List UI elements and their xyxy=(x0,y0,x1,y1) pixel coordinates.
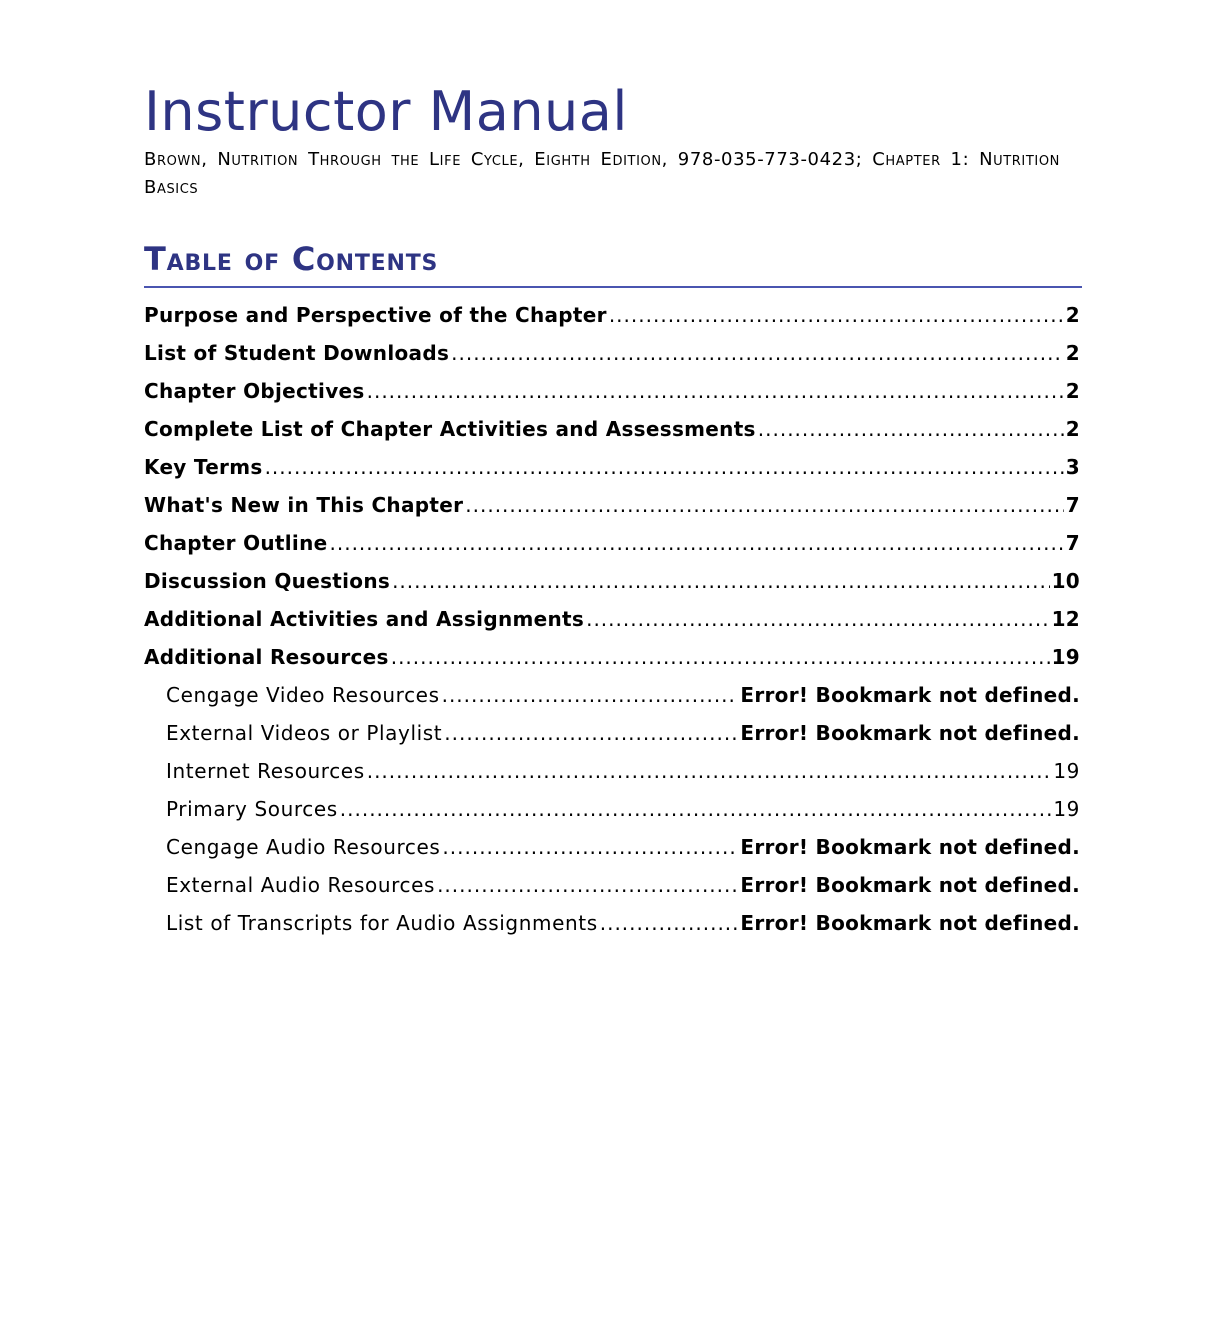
toc-entry-label: Key Terms xyxy=(144,455,263,479)
toc-dot-leader xyxy=(391,638,1050,676)
toc-entry-label: External Audio Resources xyxy=(166,873,436,897)
toc-entry-additional-activities[interactable] xyxy=(144,600,1080,638)
toc-entry-label: Chapter Outline xyxy=(144,531,328,555)
toc-entry-page: 7 xyxy=(1065,531,1080,555)
toc-entry-key-terms[interactable] xyxy=(144,448,1080,486)
toc-entry-page: 2 xyxy=(1065,303,1080,327)
toc-entry-label: List of Student Downloads xyxy=(144,341,450,365)
toc-dot-leader xyxy=(465,486,1064,524)
toc-entry-cengage-audio-resources[interactable] xyxy=(144,828,1080,866)
toc-entry-label: External Videos or Playlist xyxy=(166,721,443,745)
toc-entry-activities-and-assessments[interactable] xyxy=(144,410,1080,448)
toc-entry-page: 12 xyxy=(1051,607,1080,631)
toc-entry-audio-transcripts[interactable] xyxy=(144,904,1080,942)
toc-entry-label: Additional Activities and Assignments xyxy=(144,607,585,631)
toc-entry-chapter-objectives[interactable] xyxy=(144,372,1080,410)
toc-entry-label: Discussion Questions xyxy=(144,569,391,593)
toc-entry-primary-sources[interactable] xyxy=(144,790,1080,828)
toc-entry-page: Error! Bookmark not defined. xyxy=(740,835,1080,859)
toc-entry-page: 3 xyxy=(1065,455,1080,479)
toc-entry-label: Chapter Objectives xyxy=(144,379,365,403)
toc-entry-page: 7 xyxy=(1065,493,1080,517)
document-subtitle: Brown, Nutrition Through the Life Cycle, Eighth Edition, 978-035-773-0423; Chapter 1: Nutrition Basics xyxy=(144,149,1060,198)
toc-entry-page: 2 xyxy=(1065,341,1080,365)
toc-entry-label: Additional Resources xyxy=(144,645,389,669)
toc-entry-whats-new[interactable] xyxy=(144,486,1080,524)
toc-entry-purpose-and-perspective[interactable] xyxy=(144,296,1080,334)
toc-entry-page: 10 xyxy=(1051,569,1080,593)
toc-entry-internet-resources[interactable] xyxy=(144,752,1080,790)
toc-entry-page: 19 xyxy=(1053,759,1080,783)
toc-list xyxy=(144,296,1080,942)
toc-dot-leader xyxy=(600,904,739,942)
toc-entry-cengage-video-resources[interactable] xyxy=(144,676,1080,714)
toc-entry-chapter-outline[interactable] xyxy=(144,524,1080,562)
toc-entry-external-audio-resources[interactable] xyxy=(144,866,1080,904)
toc-entry-page: Error! Bookmark not defined. xyxy=(740,911,1080,935)
toc-entry-label: Primary Sources xyxy=(166,797,338,821)
toc-entry-label: Cengage Audio Resources xyxy=(166,835,441,859)
toc-heading: Table of Contents xyxy=(144,238,1082,288)
toc-dot-leader xyxy=(609,296,1064,334)
toc-entry-additional-resources[interactable] xyxy=(144,638,1080,676)
toc-entry-label: Complete List of Chapter Activities and Assessments xyxy=(144,417,756,441)
toc-entry-label: Internet Resources xyxy=(166,759,365,783)
toc-entry-page: 19 xyxy=(1051,645,1080,669)
toc-dot-leader xyxy=(451,334,1064,372)
toc-entry-page: 19 xyxy=(1053,797,1080,821)
toc-entry-page: 2 xyxy=(1065,379,1080,403)
document-title: Instructor Manual xyxy=(144,80,628,143)
toc-dot-leader xyxy=(340,790,1052,828)
toc-entry-external-videos[interactable] xyxy=(144,714,1080,752)
toc-dot-leader xyxy=(367,372,1064,410)
toc-entry-label: Purpose and Perspective of the Chapter xyxy=(144,303,607,327)
toc-dot-leader xyxy=(392,562,1049,600)
toc-entry-page: Error! Bookmark not defined. xyxy=(740,873,1080,897)
toc-dot-leader xyxy=(444,714,738,752)
toc-dot-leader xyxy=(758,410,1064,448)
toc-dot-leader xyxy=(265,448,1064,486)
toc-dot-leader xyxy=(586,600,1049,638)
toc-dot-leader xyxy=(367,752,1052,790)
toc-entry-discussion-questions[interactable] xyxy=(144,562,1080,600)
toc-entry-page: 2 xyxy=(1065,417,1080,441)
toc-dot-leader xyxy=(330,524,1064,562)
toc-entry-label: Cengage Video Resources xyxy=(166,683,440,707)
toc-dot-leader xyxy=(442,828,738,866)
toc-entry-page: Error! Bookmark not defined. xyxy=(740,683,1080,707)
toc-entry-label: What's New in This Chapter xyxy=(144,493,464,517)
toc-entry-page: Error! Bookmark not defined. xyxy=(740,721,1080,745)
toc-entry-student-downloads[interactable] xyxy=(144,334,1080,372)
toc-entry-label: List of Transcripts for Audio Assignments xyxy=(166,911,598,935)
toc-dot-leader xyxy=(442,676,739,714)
toc-dot-leader xyxy=(437,866,738,904)
